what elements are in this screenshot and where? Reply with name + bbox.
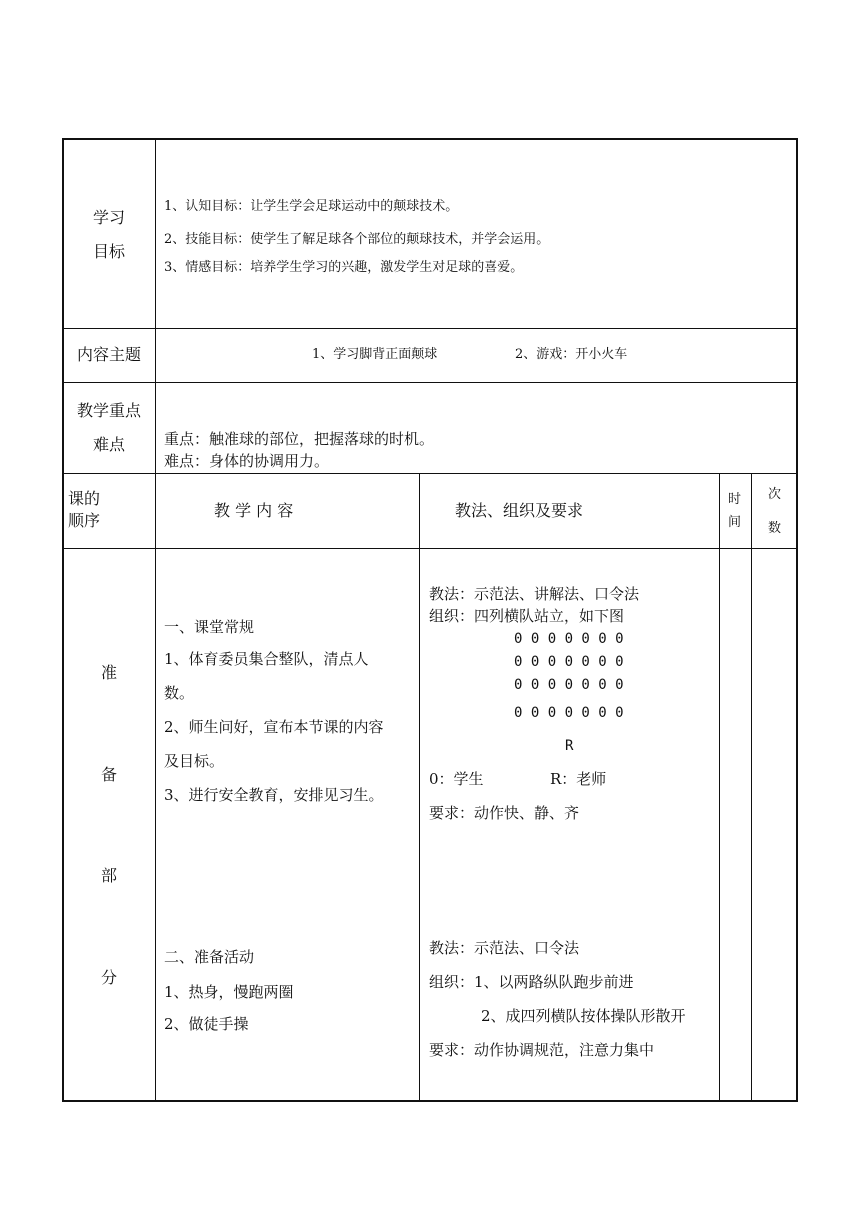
part1-requirement: 要求：动作快、静、齐 bbox=[429, 804, 580, 822]
keypoint-difficulty: 难点：身体的协调用力。 bbox=[164, 452, 330, 470]
legend-teacher: R：老师 bbox=[550, 770, 607, 788]
part2-requirement: 要求：动作协调规范，注意力集中 bbox=[429, 1041, 655, 1059]
section-label-char-1: 准 bbox=[101, 663, 118, 682]
keypoints-header-line2: 难点 bbox=[93, 435, 126, 454]
col-divider-content bbox=[419, 473, 420, 1101]
part1-line-2: 数。 bbox=[164, 684, 195, 702]
row-divider-objectives bbox=[63, 328, 797, 329]
row-divider-theme bbox=[63, 382, 797, 383]
col-divider-method bbox=[719, 473, 720, 1101]
part1-line-5: 3、进行安全教育，安排见习生。 bbox=[164, 786, 384, 804]
col-header-count-line1: 次 bbox=[768, 487, 782, 502]
col-header-method: 教法、组织及要求 bbox=[455, 501, 584, 520]
col-header-order-line2: 顺序 bbox=[68, 511, 101, 530]
theme-item-2: 2、游戏：开小火车 bbox=[515, 347, 628, 362]
formation-row-1: 0 0 0 0 0 0 0 bbox=[514, 631, 624, 647]
part2-title: 二、准备活动 bbox=[164, 948, 255, 966]
teacher-mark: R bbox=[565, 738, 574, 754]
keypoint-focus: 重点：触准球的部位，把握落球的时机。 bbox=[164, 430, 435, 448]
part1-method: 教法：示范法、讲解法、口令法 bbox=[429, 585, 640, 603]
part2-method: 教法：示范法、口令法 bbox=[429, 939, 580, 957]
objective-item-2: 2、技能目标：使学生了解足球各个部位的颠球技术，并学会运用。 bbox=[164, 232, 550, 247]
row-divider-header bbox=[63, 548, 797, 549]
theme-header: 内容主题 bbox=[77, 345, 142, 364]
part1-title: 一、课堂常规 bbox=[164, 618, 255, 636]
theme-item-1: 1、学习脚背正面颠球 bbox=[312, 347, 438, 362]
part1-line-1: 1、体育委员集合整队，清点人 bbox=[164, 650, 369, 668]
section-label-char-4: 分 bbox=[101, 968, 118, 987]
formation-row-2: 0 0 0 0 0 0 0 bbox=[514, 654, 624, 670]
part2-organization-2: 2、成四列横队按体操队形散开 bbox=[481, 1007, 686, 1025]
formation-row-3: 0 0 0 0 0 0 0 bbox=[514, 677, 624, 693]
col-header-order-line1: 课的 bbox=[68, 489, 101, 508]
legend-student: 0：学生 bbox=[429, 770, 484, 788]
formation-row-4: 0 0 0 0 0 0 0 bbox=[514, 705, 624, 721]
col-divider-label bbox=[155, 139, 156, 1101]
objective-item-1: 1、认知目标：让学生学会足球运动中的颠球技术。 bbox=[164, 199, 459, 214]
part2-organization-1: 组织：1、以两路纵队跑步前进 bbox=[429, 973, 634, 991]
objective-item-3: 3、情感目标：培养学生学习的兴趣，激发学生对足球的喜爱。 bbox=[164, 260, 524, 275]
col-divider-time bbox=[751, 473, 752, 1101]
col-header-time-line1: 时 bbox=[728, 492, 742, 507]
col-header-content: 教 学 内 容 bbox=[214, 501, 294, 520]
row-divider-keypoints bbox=[63, 473, 797, 474]
section-label-char-3: 部 bbox=[101, 866, 118, 885]
col-header-time-line2: 间 bbox=[728, 515, 742, 530]
objectives-header-line2: 目标 bbox=[93, 242, 126, 261]
part1-line-3: 2、师生问好，宣布本节课的内容 bbox=[164, 718, 384, 736]
part1-organization: 组织：四列横队站立，如下图 bbox=[429, 607, 625, 625]
section-label-char-2: 备 bbox=[101, 765, 118, 784]
objectives-header-line1: 学习 bbox=[93, 208, 126, 227]
part2-line-1: 1、热身，慢跑两圈 bbox=[164, 983, 294, 1001]
part2-line-2: 2、做徒手操 bbox=[164, 1015, 249, 1033]
col-header-count-line2: 数 bbox=[768, 521, 782, 536]
part1-line-4: 及目标。 bbox=[164, 752, 225, 770]
keypoints-header-line1: 教学重点 bbox=[77, 401, 142, 420]
